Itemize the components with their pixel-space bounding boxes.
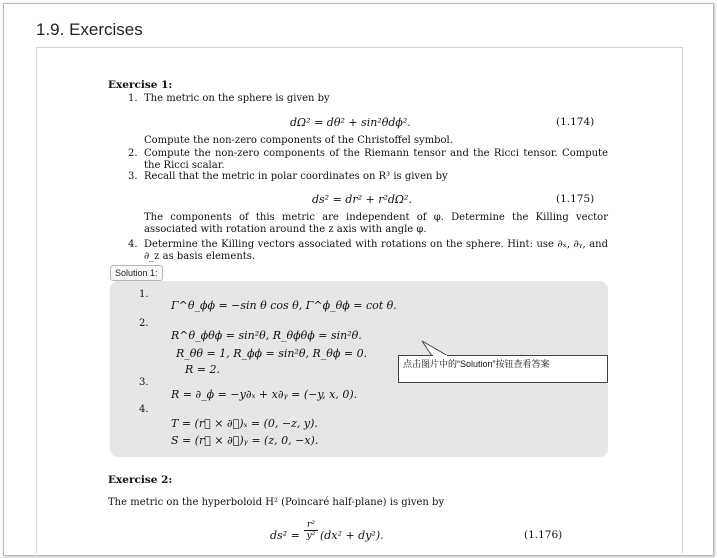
solution-line-t: T = (r⃗ × ∂⃗)ₓ = (0, −z, y). [171, 417, 318, 430]
solution-1-button[interactable]: Solution 1: [110, 265, 163, 281]
exercise-2-text: The metric on the hyperboloid H² (Poincaré half-plane) is given by [108, 497, 445, 508]
equation-number-1-175: (1.175) [556, 193, 595, 205]
equation-number-1-176: (1.176) [524, 529, 563, 541]
item-1-number: 1. [128, 93, 138, 104]
item-2-number: 2. [128, 148, 138, 159]
item-3-text-2: The components of this metric are independent of φ. Determine the Killing vector associated with rotation around the z axis with angle φ. [144, 212, 608, 235]
item-4-text: Determine the Killing vectors associated with rotations on the sphere. Hint: use ∂ₓ, ∂ᵧ, and ∂_z as basis elements. [144, 239, 608, 262]
equation-1-174: dΩ² = dθ² + sin²θdϕ². [290, 116, 411, 129]
exercise-2-heading: Exercise 2: [108, 474, 173, 486]
solution-item-4-number: 4. [139, 404, 149, 415]
solution-line-christoffel: Γ^θ_ϕϕ = −sin θ cos θ, Γ^ϕ_θϕ = cot θ. [171, 299, 397, 312]
solution-line-riemann: R^θ_ϕθϕ = sin²θ, R_θϕθϕ = sin²θ. [171, 329, 362, 342]
fraction-numerator: r² [307, 520, 315, 530]
solution-line-scalar: R = 2. [185, 363, 220, 376]
solution-line-ricci: R_θθ = 1, R_ϕϕ = sin²θ, R_θϕ = 0. [176, 347, 368, 360]
solution-item-3-number: 3. [139, 377, 149, 388]
fraction-denominator: y² [304, 530, 318, 541]
solution-line-killing: R = ∂_ϕ = −y∂ₓ + x∂ᵧ = (−y, x, 0). [171, 388, 358, 401]
solution-item-2-number: 2. [139, 318, 149, 329]
equation-1-176-fraction [304, 520, 318, 541]
section-title: 1.9. Exercises [36, 20, 143, 39]
item-1-text: The metric on the sphere is given by [144, 93, 330, 104]
item-2-text: Compute the non-zero components of the Riemann tensor and the Ricci tensor. Compute the Ricci scalar. [144, 148, 608, 171]
equation-1-176-rhs: (dx² + dy²). [320, 529, 384, 542]
item-1-text-2: Compute the non-zero components of the Christoffel symbol. [144, 135, 453, 146]
exercise-1-heading: Exercise 1: [108, 79, 173, 91]
equation-number-1-174: (1.174) [556, 116, 595, 128]
callout-annotation: 点击图片中的“Solution”按钮查看答案 [398, 355, 608, 383]
item-4-number: 4. [128, 239, 138, 250]
equation-1-176-lhs: ds² = [270, 529, 300, 542]
equation-1-175: ds² = dr² + r²dΩ². [312, 193, 412, 206]
solution-item-1-number: 1. [139, 289, 149, 300]
solution-line-s: S = (r⃗ × ∂⃗)ᵧ = (z, 0, −x). [171, 434, 319, 447]
item-3-text: Recall that the metric in polar coordinates on R³ is given by [144, 171, 448, 182]
item-3-number: 3. [128, 171, 138, 182]
